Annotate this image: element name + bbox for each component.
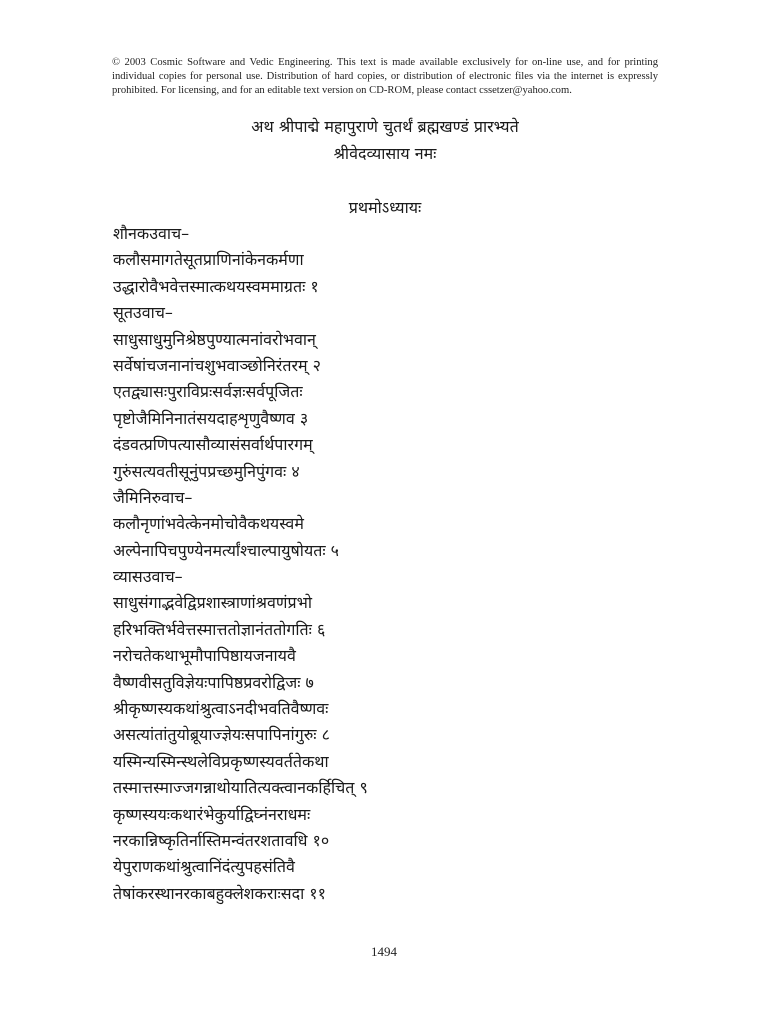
- verse-line: येपुराणकथांश्रुत्वानिंदंत्युपहसंतिवै: [113, 857, 295, 877]
- verse-line: कलौसमागतेसूतप्राणिनांकेनकर्मणा: [113, 250, 304, 270]
- verse-list: [113, 221, 673, 907]
- verse-line: हरिभक्तिर्भवेत्तस्मात्ततोज्ञानंततोगतिः ६: [113, 619, 326, 639]
- verse-line: कलौनृणांभवेत्केनमोचोवैकथयस्वमे: [113, 514, 304, 534]
- verse-line: व्यासउवाच–: [113, 567, 183, 587]
- verse-line: जैमिनिरुवाच–: [113, 487, 193, 507]
- verse-line: तस्मात्तस्माज्जगन्नाथोयातित्यक्त्वानकर्हिचित् ९: [113, 778, 368, 798]
- chapter-heading: प्रथमोऽध्यायः: [348, 198, 422, 217]
- verse-line: वैष्णवीसतुविज्ञेयःपापिष्ठप्रवरोद्विजः ७: [113, 672, 314, 692]
- verse-line: सूतउवाच–: [113, 303, 173, 323]
- verse-line: शौनकउवाच–: [113, 224, 190, 243]
- verse-line: असत्यांतांतुयोब्रूयाज्ज्ञेयःसपापिनांगुरुः ८: [113, 725, 330, 745]
- title-line-1: अथ श्रीपाद्मे महापुराणे चुतर्थं ब्रह्मखण्डं प्रारभ्यते: [251, 117, 519, 136]
- verse-line: साधुसाधुमुनिश्रेष्ठपुण्यात्मनांवरोभवान्: [113, 329, 316, 349]
- page-number: 1494: [371, 944, 397, 959]
- verse-line: नरोचतेकथाभूमौपापिष्ठायजनायवै: [113, 646, 296, 666]
- verse-line: अल्पेनापिचपुण्येनमर्त्यांश्चाल्पायुषोयतः ५: [113, 540, 339, 560]
- verse-line: सर्वेषांचजनानांचशुभवाञ्छोनिरंतरम् २: [113, 355, 321, 375]
- copyright-text: © 2003 Cosmic Software and Vedic Engineering. This text is made available exclusively for on-line use, and for printing individual copies for personal use. Distribution of hard copies, or distribution of electronic files via the internet is expressly prohibited. For licensing, and for an editable text version on CD-ROM, please contact cssetzer@yahoo.com.: [112, 57, 658, 96]
- verse-line: एतद्व्यासःपुराविप्रःसर्वज्ञःसर्वपूजितः: [113, 382, 303, 402]
- copyright-notice: [112, 56, 658, 98]
- verse-line: दंडवत्प्रणिपत्यासौव्यासंसर्वार्थपारगम्: [113, 435, 313, 455]
- verse-line: साधुसंगाद्भवेद्विप्रशास्त्राणांश्रवणंप्रभो: [113, 593, 312, 613]
- verse-line: गुरुंसत्यवतीसूनुंपप्रच्छमुनिपुंगवः ४: [113, 461, 300, 481]
- title-line-2: श्रीवेदव्यासाय नमः: [333, 144, 437, 163]
- verse-line: पृष्टोजैमिनिनातंसयदाहशृणुवैष्णव ३: [113, 408, 309, 428]
- verse-line: श्रीकृष्णस्यकथांश्रुत्वाऽनदीभवतिवैष्णवः: [113, 699, 329, 719]
- verse-line: नरकान्निष्कृतिर्नास्तिमन्वंतरशतावधि १०: [113, 830, 330, 850]
- verse-line: तेषांकरस्थानरकाबहुक्लेशकराःसदा ११: [113, 883, 326, 903]
- verse-line: उद्धारोवैभवेत्तस्मात्कथयस्वममाग्रतः १: [113, 276, 319, 296]
- verse-line: कृष्णस्ययःकथारंभेकुर्याद्विघ्नंनराधमः: [113, 804, 311, 824]
- verse-line: यस्मिन्यस्मिन्स्थलेविप्रकृष्णस्यवर्ततेकथा: [113, 751, 329, 771]
